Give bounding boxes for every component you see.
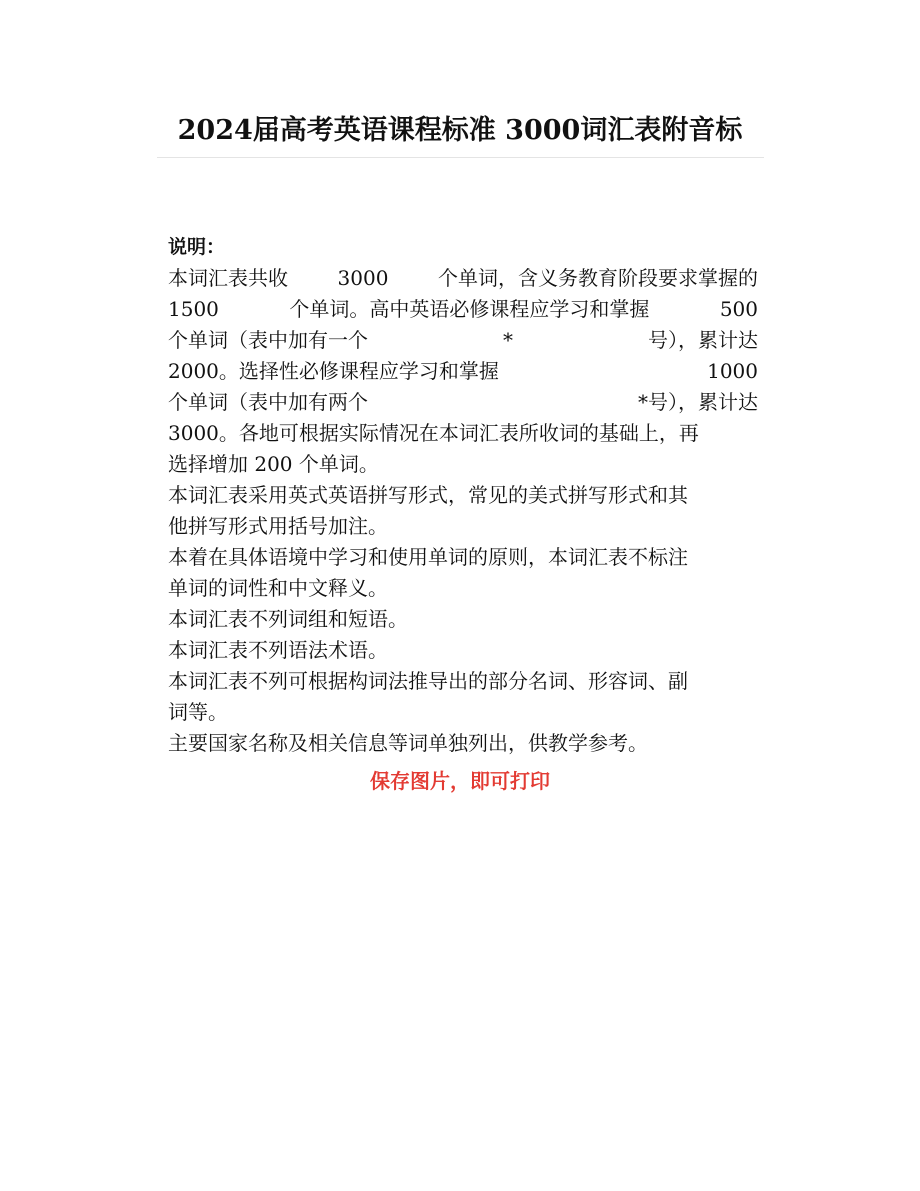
paragraph-1-line-5 — [168, 387, 758, 418]
explanation-section — [168, 232, 758, 759]
text-segment: 号），累计达 — [648, 328, 758, 352]
paragraph-2-line-2: 他拼写形式用括号加注。 — [168, 514, 388, 538]
text-segment: 500 — [719, 297, 758, 321]
text-segment: 个单词。高中英语必修课程应学习和掌握 — [289, 297, 650, 321]
explanation-label: 说明： — [168, 236, 226, 258]
text-segment: 个单词（表中加有两个 — [168, 390, 368, 414]
paragraph-5: 本词汇表不列语法术语。 — [168, 638, 388, 662]
text-segment: 2000。选择性必修课程应学习和掌握 — [168, 359, 499, 383]
text-segment: 1000 — [707, 359, 758, 383]
paragraph-1-line-1 — [168, 263, 758, 294]
paragraph-1-line-2 — [168, 294, 758, 325]
paragraph-1-line-6: 3000。各地可根据实际情况在本词汇表所收词的基础上，再 — [168, 421, 699, 445]
paragraph-6-line-1: 本词汇表不列可根据构词法推导出的部分名词、形容词、副 — [168, 669, 688, 693]
paragraph-1-line-3 — [168, 325, 758, 356]
paragraph-4: 本词汇表不列词组和短语。 — [168, 607, 408, 631]
text-segment: 3000 — [337, 266, 389, 290]
paragraph-7: 主要国家名称及相关信息等词单独列出，供教学参考。 — [168, 731, 648, 755]
print-note: 保存图片，即可打印 — [370, 769, 550, 793]
text-segment: 1500 — [168, 297, 219, 321]
paragraph-6-line-2: 词等。 — [168, 700, 228, 724]
paragraph-3-line-2: 单词的词性和中文释义。 — [168, 576, 388, 600]
paragraph-3-line-1: 本着在具体语境中学习和使用单词的原则，本词汇表不标注 — [168, 545, 688, 569]
document-title: 2024届高考英语课程标准 3000词汇表附音标 — [177, 115, 743, 146]
paragraph-1-line-4 — [168, 356, 758, 387]
paragraph-2-line-1: 本词汇表采用英式英语拼写形式，常见的美式拼写形式和其 — [168, 483, 688, 507]
paragraph-1-line-7: 选择增加 200 个单词。 — [168, 452, 379, 476]
text-segment: 个单词（表中加有一个 — [168, 328, 368, 352]
text-segment: *号），累计达 — [638, 390, 758, 414]
title-divider — [157, 157, 764, 158]
text-segment: * — [503, 328, 513, 352]
text-segment: 本词汇表共收 — [168, 266, 288, 290]
text-segment: 个单词，含义务教育阶段要求掌握的 — [438, 266, 758, 290]
